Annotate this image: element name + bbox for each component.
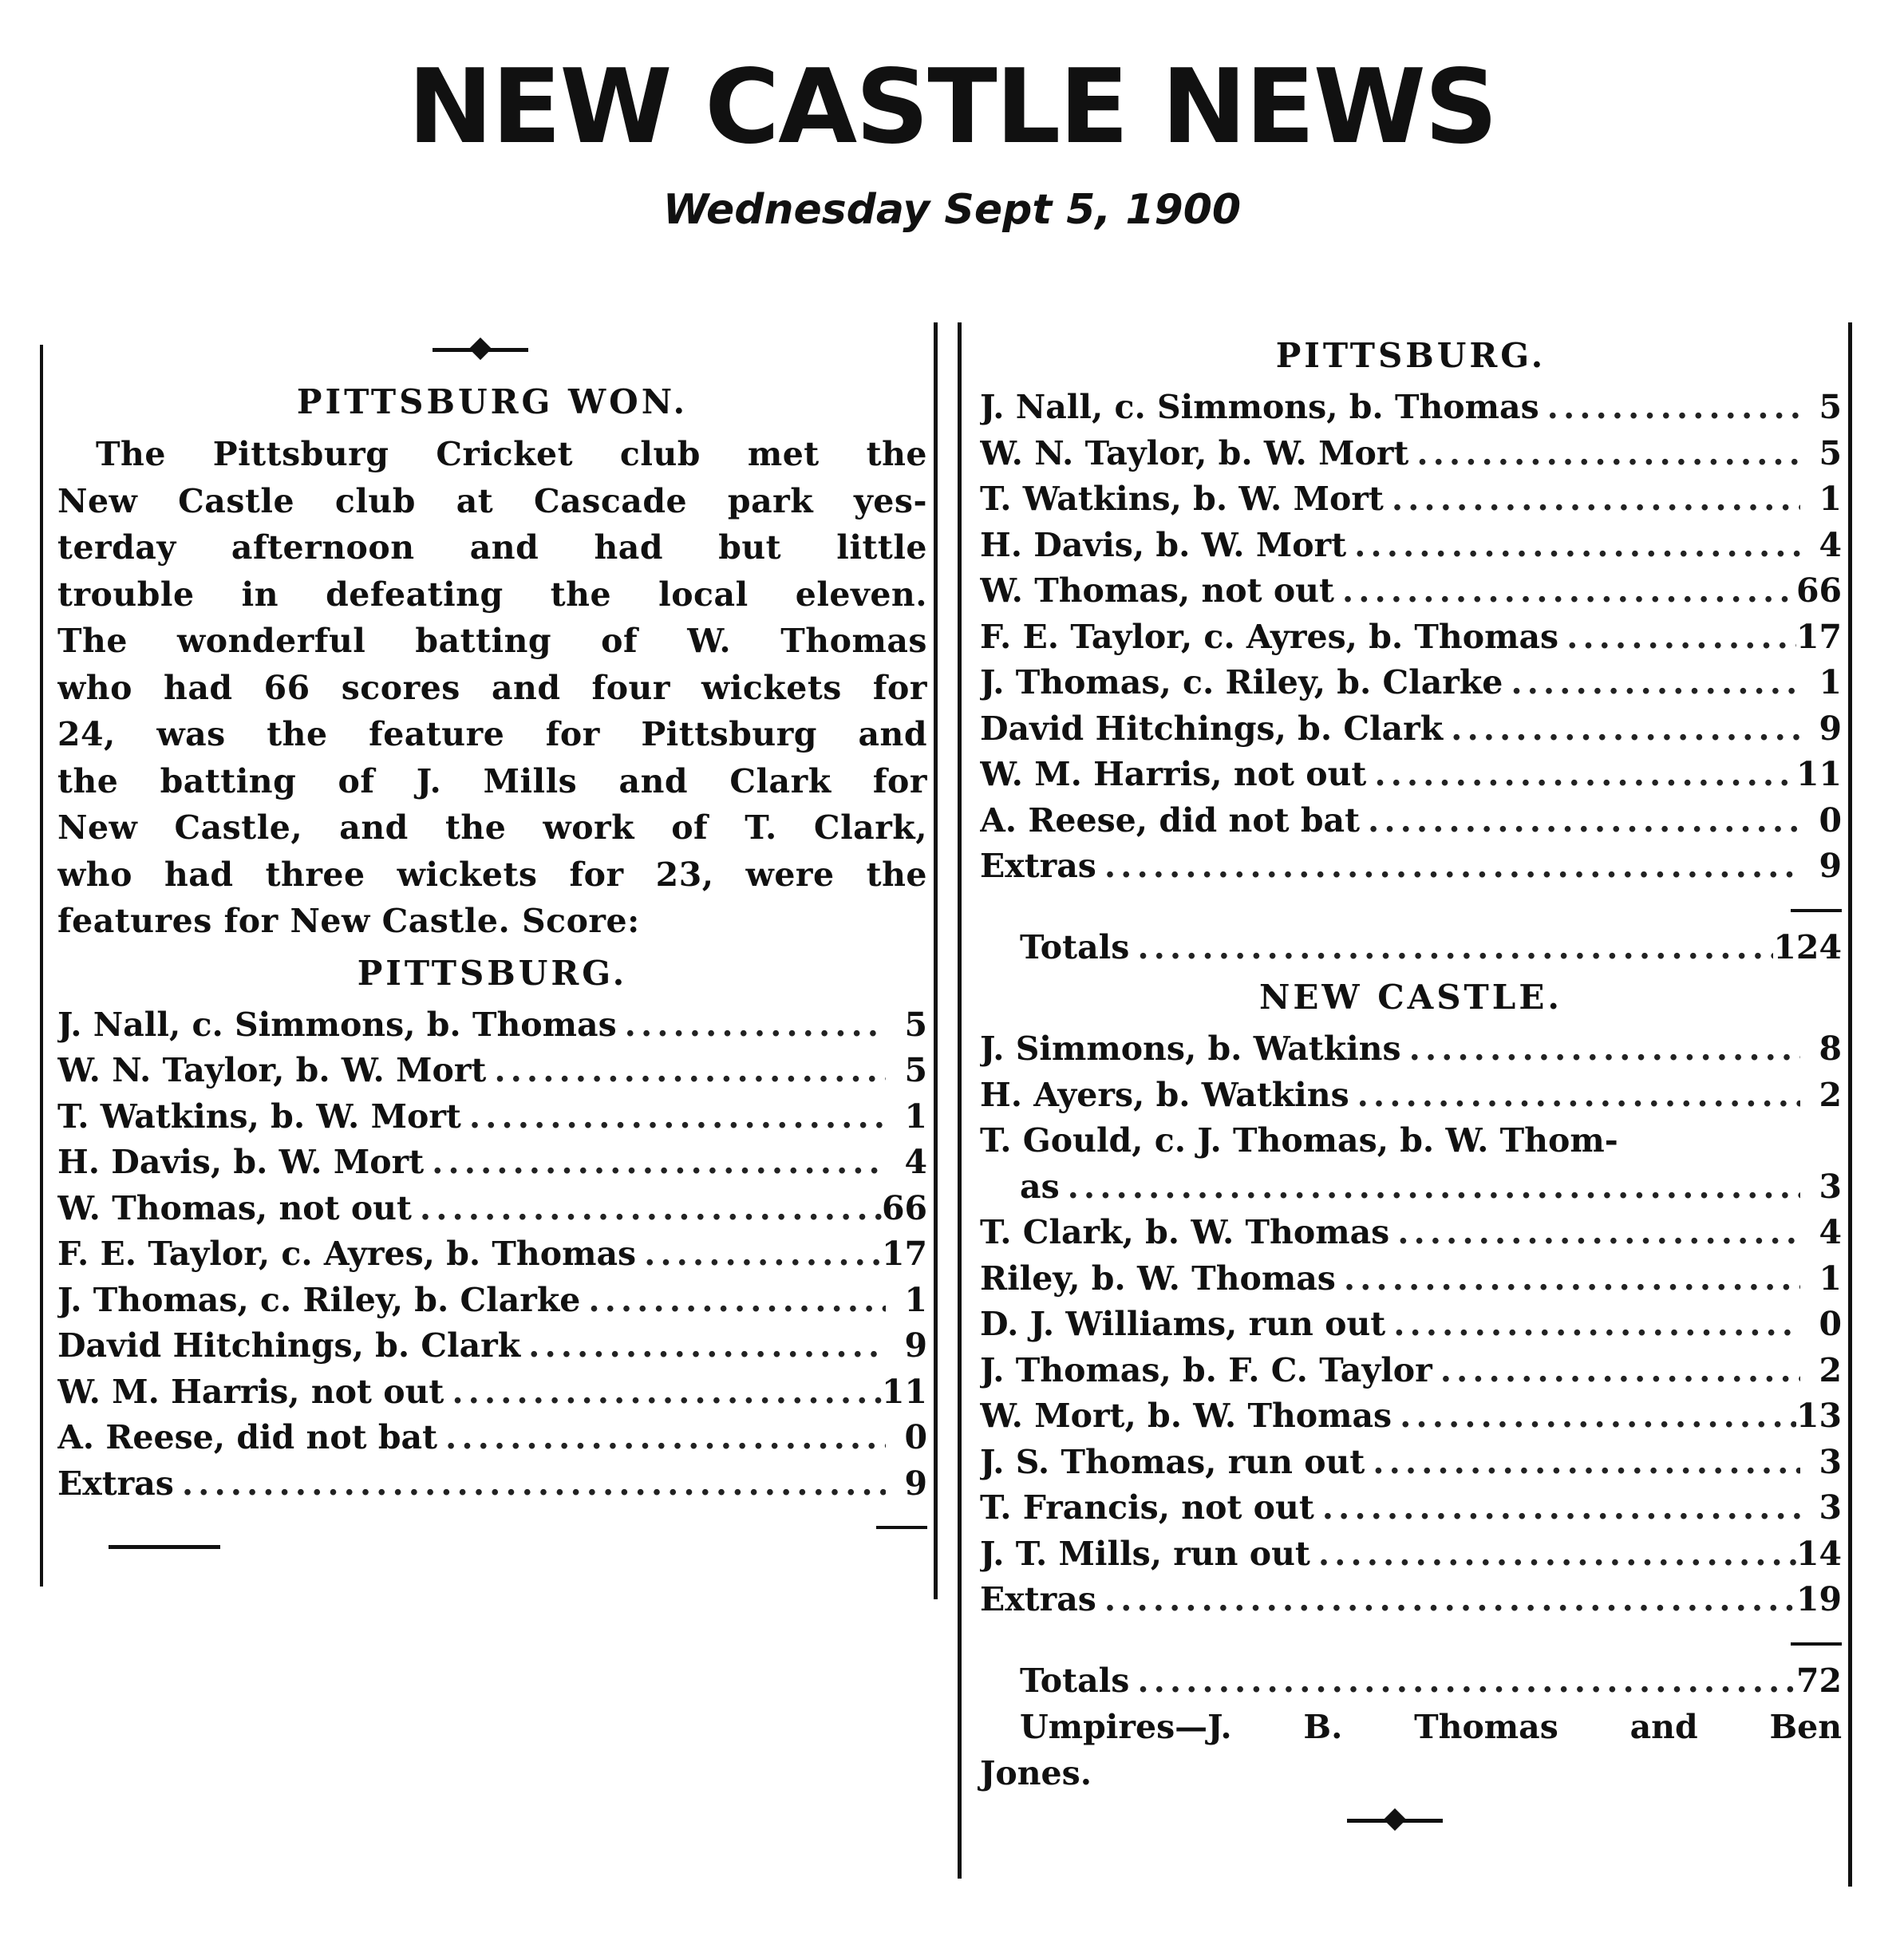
right-column bbox=[980, 334, 1842, 1836]
article-line: who had three wickets for 23, were the bbox=[57, 855, 927, 894]
extras-score: 9 bbox=[1819, 847, 1842, 885]
column-rule-middle-b bbox=[958, 322, 962, 1879]
batsman-score: 2 bbox=[1819, 1075, 1842, 1114]
score-row bbox=[980, 1348, 1842, 1394]
batsman-score: 5 bbox=[904, 1051, 927, 1089]
batsman-score: 0 bbox=[1819, 1305, 1842, 1343]
score-row bbox=[980, 1531, 1842, 1578]
publication-date: Wednesday Sept 5, 1900 bbox=[662, 186, 1242, 234]
batsman-score: 5 bbox=[1819, 388, 1842, 426]
score-row bbox=[980, 523, 1842, 569]
batsman-score: 1 bbox=[1819, 480, 1842, 518]
article-line: terday afternoon and had but little bbox=[57, 528, 927, 567]
batsman-name: J. Thomas, c. Riley, b. Clarke bbox=[57, 1280, 581, 1319]
score-row bbox=[980, 431, 1842, 477]
ornament-divider bbox=[980, 1804, 1842, 1836]
score-row bbox=[57, 1278, 927, 1324]
batsman-name: T. Clark, b. W. Thomas bbox=[980, 1213, 1390, 1251]
batsman-name: W. M. Harris, not out bbox=[980, 755, 1367, 793]
score-row bbox=[57, 1231, 927, 1278]
article-line: who had 66 scores and four wickets for bbox=[57, 668, 927, 707]
score-row bbox=[57, 1415, 927, 1461]
score-row bbox=[980, 1393, 1842, 1440]
totals-label: Totals bbox=[1020, 1661, 1130, 1700]
article-headline: PITTSBURG WON. bbox=[296, 382, 689, 421]
batsman-name: A. Reese, did not bat bbox=[980, 800, 1361, 840]
article-line: features for New Castle. Score: bbox=[57, 902, 640, 940]
batsman-name: W. Mort, b. W. Thomas bbox=[980, 1397, 1392, 1435]
batsman-name-continued: as bbox=[1020, 1167, 1060, 1206]
batsman-score: 1 bbox=[904, 1097, 927, 1136]
score-row bbox=[980, 1302, 1842, 1348]
umpires-line: Umpires—J. B. Thomas and Ben bbox=[1020, 1708, 1842, 1746]
batsman-score: 1 bbox=[1819, 663, 1842, 701]
extras-row bbox=[980, 1577, 1842, 1623]
batsman-score: 5 bbox=[904, 1005, 927, 1044]
sum-rule bbox=[876, 1526, 927, 1529]
totals-score: 124 bbox=[1773, 927, 1842, 966]
batsman-score: 4 bbox=[904, 1143, 927, 1181]
pittsburg-score-list-left bbox=[57, 1002, 927, 1508]
batsman-name: T. Watkins, b. W. Mort bbox=[57, 1097, 461, 1136]
totals-score: 72 bbox=[1795, 1661, 1842, 1700]
diamond-ornament-icon bbox=[1384, 1808, 1406, 1831]
batsman-score: 66 bbox=[881, 1188, 927, 1227]
batsman-name: J. T. Mills, run out bbox=[980, 1534, 1310, 1573]
batsman-name: W. N. Taylor, b. W. Mort bbox=[980, 433, 1409, 472]
article-line: 24, was the feature for Pittsburg and bbox=[57, 715, 927, 753]
batsman-score: 5 bbox=[1819, 433, 1842, 472]
pittsburg-score-list-right bbox=[980, 385, 1842, 890]
totals-label: Totals bbox=[1020, 927, 1130, 966]
new-castle-heading: NEW CASTLE. bbox=[1259, 978, 1562, 1017]
score-row-wrapped bbox=[980, 1118, 1842, 1164]
batsman-score: 1 bbox=[1819, 1259, 1842, 1298]
batsman-score: 17 bbox=[1795, 617, 1842, 656]
batsman-name: J. Nall, c. Simmons, b. Thomas bbox=[57, 1005, 617, 1044]
batsman-score: 13 bbox=[1795, 1397, 1842, 1435]
score-row bbox=[980, 1485, 1842, 1531]
score-row bbox=[980, 660, 1842, 706]
extras-label: Extras bbox=[980, 847, 1096, 885]
score-row bbox=[57, 1140, 927, 1186]
article-line: New Castle club at Cascade park yes- bbox=[57, 481, 927, 520]
newspaper-title: NEW CASTLE NEWS bbox=[407, 48, 1497, 167]
batsman-score: 9 bbox=[904, 1326, 927, 1365]
score-row bbox=[57, 1323, 927, 1369]
score-row bbox=[57, 1002, 927, 1049]
new-castle-score-list bbox=[980, 1026, 1842, 1623]
score-row bbox=[57, 1369, 927, 1416]
score-row bbox=[980, 476, 1842, 523]
umpires-note bbox=[980, 1704, 1842, 1796]
batsman-score: 17 bbox=[881, 1235, 927, 1273]
batsman-name: H. Ayers, b. Watkins bbox=[980, 1075, 1349, 1114]
batsman-score: 11 bbox=[881, 1372, 927, 1411]
extras-score: 19 bbox=[1795, 1580, 1842, 1618]
pittsburg-heading-right: PITTSBURG. bbox=[1275, 336, 1547, 375]
batsman-score: 0 bbox=[1819, 800, 1842, 840]
batsman-name: J. Thomas, c. Riley, b. Clarke bbox=[980, 663, 1503, 701]
batsman-name: W. Thomas, not out bbox=[57, 1188, 412, 1227]
batsman-name: W. N. Taylor, b. W. Mort bbox=[57, 1051, 487, 1089]
extras-label: Extras bbox=[57, 1464, 174, 1503]
extras-label: Extras bbox=[980, 1580, 1096, 1618]
batsman-name: D. J. Williams, run out bbox=[980, 1305, 1386, 1343]
batsman-name: W. Thomas, not out bbox=[980, 571, 1334, 610]
batsman-name: F. E. Taylor, c. Ayres, b. Thomas bbox=[980, 617, 1559, 656]
batsman-score: 4 bbox=[1819, 1213, 1842, 1251]
batsman-name: J. Thomas, b. F. C. Taylor bbox=[980, 1350, 1432, 1389]
score-row bbox=[980, 1073, 1842, 1119]
batsman-score: 4 bbox=[1819, 525, 1842, 564]
article-line: trouble in defeating the local eleven. bbox=[57, 575, 927, 614]
diamond-ornament-icon bbox=[469, 338, 492, 360]
batsman-name: F. E. Taylor, c. Ayres, b. Thomas bbox=[57, 1235, 637, 1273]
pittsburg-totals bbox=[980, 925, 1842, 971]
batsman-name: David Hitchings, b. Clark bbox=[980, 709, 1444, 748]
batsman-score: 9 bbox=[1819, 709, 1842, 748]
sum-rule bbox=[1791, 909, 1842, 912]
batsman-score: 1 bbox=[904, 1280, 927, 1319]
pittsburg-heading-left: PITTSBURG. bbox=[357, 953, 628, 993]
cut-off-totals-rule bbox=[57, 1542, 927, 1558]
batsman-name: H. Davis, b. W. Mort bbox=[980, 525, 1347, 564]
score-row bbox=[980, 798, 1842, 844]
batsman-name: T. Gould, c. J. Thomas, b. W. Thom- bbox=[980, 1121, 1618, 1160]
batsman-score: 8 bbox=[1819, 1029, 1842, 1068]
article-line: The wonderful batting of W. Thomas bbox=[57, 622, 927, 660]
score-row bbox=[57, 1048, 927, 1094]
score-row bbox=[980, 706, 1842, 753]
column-rule-right bbox=[1848, 322, 1852, 1887]
batsman-score: 3 bbox=[1819, 1442, 1842, 1481]
extras-score: 9 bbox=[904, 1464, 927, 1503]
score-row bbox=[980, 1440, 1842, 1486]
batsman-name: J. Simmons, b. Watkins bbox=[980, 1029, 1401, 1068]
umpires-line: Jones. bbox=[980, 1754, 1092, 1792]
batsman-score: 2 bbox=[1819, 1350, 1842, 1389]
score-row bbox=[57, 1094, 927, 1140]
score-row bbox=[980, 568, 1842, 614]
score-row bbox=[57, 1186, 927, 1232]
left-column bbox=[57, 334, 927, 1558]
column-rule-left bbox=[40, 345, 43, 1587]
article-line: New Castle, and the work of T. Clark, bbox=[57, 808, 927, 847]
score-row-continued bbox=[980, 1164, 1842, 1211]
score-row bbox=[980, 752, 1842, 798]
batsman-score: 66 bbox=[1795, 571, 1842, 610]
batsman-name: J. S. Thomas, run out bbox=[980, 1442, 1365, 1481]
new-castle-totals bbox=[980, 1658, 1842, 1705]
batsman-name: J. Nall, c. Simmons, b. Thomas bbox=[980, 388, 1539, 426]
batsman-name: T. Francis, not out bbox=[980, 1488, 1314, 1527]
score-row bbox=[980, 1210, 1842, 1256]
batsman-name: A. Reese, did not bat bbox=[57, 1418, 438, 1456]
sum-rule bbox=[1791, 1642, 1842, 1646]
ornament-divider bbox=[57, 334, 927, 366]
score-row bbox=[980, 1026, 1842, 1073]
extras-row bbox=[57, 1461, 927, 1508]
batsman-name: David Hitchings, b. Clark bbox=[57, 1326, 521, 1365]
batsman-score: 0 bbox=[904, 1418, 927, 1456]
extras-row bbox=[980, 844, 1842, 890]
article-line: the batting of J. Mills and Clark for bbox=[57, 761, 927, 800]
score-row bbox=[980, 1256, 1842, 1302]
batsman-score: 11 bbox=[1795, 755, 1842, 793]
batsman-score: 14 bbox=[1795, 1534, 1842, 1573]
article-body bbox=[57, 431, 927, 945]
batsman-name: T. Watkins, b. W. Mort bbox=[980, 480, 1384, 518]
totals-row bbox=[980, 925, 1842, 971]
batsman-name: Riley, b. W. Thomas bbox=[980, 1259, 1336, 1298]
score-row bbox=[980, 614, 1842, 661]
totals-row bbox=[980, 1658, 1842, 1705]
batsman-name: W. M. Harris, not out bbox=[57, 1372, 444, 1411]
batsman-score: 3 bbox=[1819, 1167, 1842, 1206]
article-line: The Pittsburg Cricket club met the bbox=[96, 435, 927, 473]
score-row bbox=[980, 385, 1842, 431]
batsman-name: H. Davis, b. W. Mort bbox=[57, 1143, 425, 1181]
batsman-score: 3 bbox=[1819, 1488, 1842, 1527]
column-rule-middle-a bbox=[934, 322, 938, 1599]
